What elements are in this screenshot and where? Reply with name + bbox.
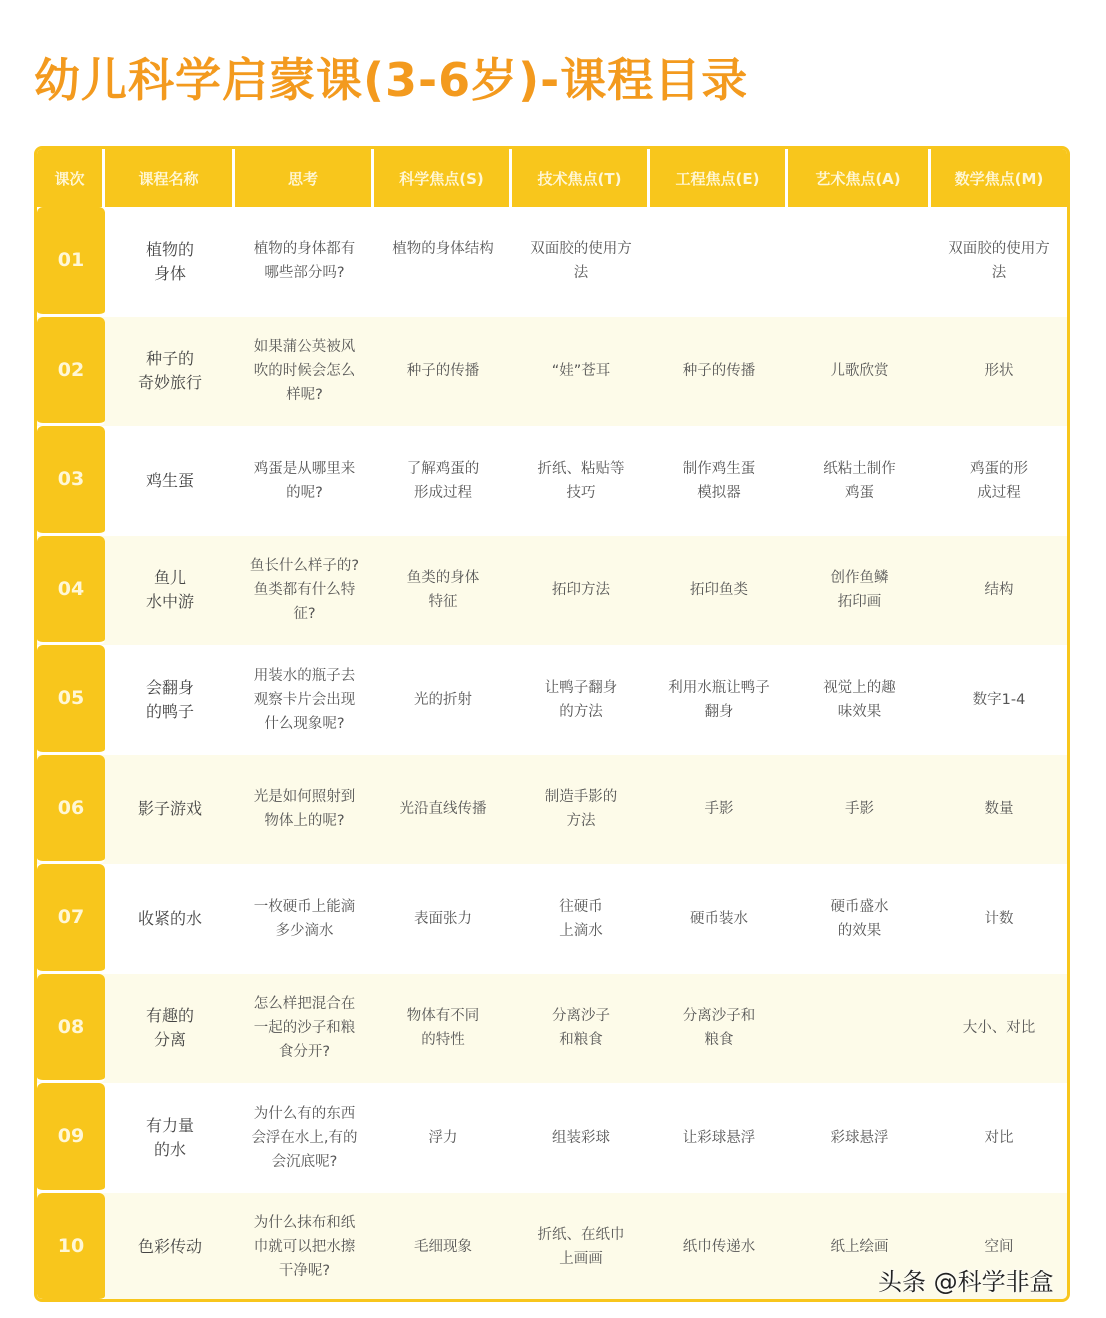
science-focus: 物体有不同 的特性 xyxy=(406,1008,480,1049)
science-focus: 植物的身体结构 xyxy=(392,241,494,257)
table-body xyxy=(37,207,1067,1302)
math-focus: 鸡蛋的形 成过程 xyxy=(970,460,1028,501)
art-focus: 纸粘土制作 鸡蛋 xyxy=(823,460,896,501)
technology-focus: 往硬币 上滴水 xyxy=(559,898,603,939)
science-focus: 种子的传播 xyxy=(406,363,480,380)
header-cell: 艺术焦点(A) xyxy=(788,149,931,207)
math-focus: 数量 xyxy=(984,801,1014,818)
header-cell: 数学焦点(M) xyxy=(954,169,1044,188)
math-focus: 大小、对比 xyxy=(962,1020,1036,1037)
table-row xyxy=(37,207,1067,317)
table-header xyxy=(37,149,1067,207)
lesson-number: 10 xyxy=(37,1193,105,1303)
technology-focus: 双面胶的使用方 法 xyxy=(530,241,632,281)
art-focus: 手影 xyxy=(845,801,874,818)
header-cell: 课次 xyxy=(37,149,105,207)
course-name: 影子游戏 xyxy=(137,799,202,819)
course-name: 鸡生蛋 xyxy=(145,470,194,490)
lesson-number: 01 xyxy=(37,207,105,317)
question: 用装水的瓶子去 观察卡片会出现 什么现象呢? xyxy=(253,667,356,732)
table-row xyxy=(37,317,1067,427)
table-row xyxy=(37,1083,1067,1193)
header-cell: 技术焦点(T) xyxy=(512,149,650,207)
question: 怎么样把混合在 一起的沙子和粮 食分开? xyxy=(253,996,356,1061)
science-focus: 毛细现象 xyxy=(414,1239,472,1256)
engineering-focus: 手影 xyxy=(704,801,734,818)
technology-focus: 折纸、在纸巾 上画画 xyxy=(537,1227,625,1268)
engineering-focus: 硬币装水 xyxy=(690,910,748,927)
math-focus: 计数 xyxy=(984,910,1014,927)
lesson-number: 07 xyxy=(37,864,105,974)
lesson-number: 02 xyxy=(37,317,105,427)
question: 植物的身体都有 哪些部分吗? xyxy=(253,241,356,281)
art-focus: 彩球悬浮 xyxy=(830,1129,889,1146)
course-name: 有趣的 分离 xyxy=(145,1006,194,1050)
lesson-number: 03 xyxy=(37,426,105,536)
table-row xyxy=(37,864,1067,974)
art-focus: 硬币盛水 的效果 xyxy=(830,898,889,939)
science-focus: 了解鸡蛋的 形成过程 xyxy=(406,460,480,501)
table-row xyxy=(37,536,1067,646)
page-title: 幼儿科学启蒙课(3-6岁)-课程目录 xyxy=(34,53,749,107)
engineering-focus: 分离沙子和 粮食 xyxy=(682,1008,756,1049)
science-focus: 浮力 xyxy=(428,1129,458,1146)
math-focus: 双面胶的使用方 法 xyxy=(948,241,1050,281)
technology-focus: 制造手影的 方法 xyxy=(544,789,618,830)
lesson-number: 06 xyxy=(37,755,105,865)
math-focus: 空间 xyxy=(984,1239,1014,1256)
course-name: 有力量 的水 xyxy=(145,1115,194,1159)
question: 为什么有的东西 会浮在水上,有的 会沉底呢? xyxy=(251,1105,358,1170)
engineering-focus: 拓印鱼类 xyxy=(690,582,748,599)
engineering-focus xyxy=(650,207,788,317)
art-focus xyxy=(788,974,931,1084)
course-table xyxy=(34,146,1070,1302)
science-focus: 光沿直线传播 xyxy=(399,801,487,818)
technology-focus: “娃”苍耳 xyxy=(551,363,611,380)
header-cell: 工程焦点(E) xyxy=(650,149,788,207)
math-focus: 数字1-4 xyxy=(972,691,1026,708)
technology-focus: 分离沙子 和粮食 xyxy=(552,1008,610,1049)
question: 鸡蛋是从哪里来 的呢? xyxy=(253,460,356,501)
table-row xyxy=(37,974,1067,1084)
question: 为什么抹布和纸 巾就可以把水擦 干净呢? xyxy=(253,1215,356,1280)
art-focus: 视觉上的趣 味效果 xyxy=(823,679,896,720)
art-focus xyxy=(788,207,931,317)
engineering-focus: 让彩球悬浮 xyxy=(682,1129,756,1146)
question: 如果蒲公英被风 吹的时候会怎么 样呢? xyxy=(253,339,356,404)
engineering-focus: 纸巾传递水 xyxy=(682,1239,756,1256)
question: 鱼长什么样子的? 鱼类都有什么特 征? xyxy=(249,558,360,623)
table-row xyxy=(37,755,1067,865)
question: 光是如何照射到 物体上的呢? xyxy=(253,789,356,830)
math-focus: 结构 xyxy=(984,582,1014,599)
science-focus: 表面张力 xyxy=(414,910,472,927)
art-focus: 创作鱼鳞 拓印画 xyxy=(830,570,889,611)
course-name: 鱼儿 水中游 xyxy=(145,568,194,612)
art-focus: 儿歌欣赏 xyxy=(830,363,889,380)
header-cell: 科学焦点(S) xyxy=(374,149,512,207)
course-name: 收紧的水 xyxy=(137,908,202,928)
lesson-number: 08 xyxy=(37,974,105,1084)
art-focus: 纸上绘画 xyxy=(830,1239,889,1256)
technology-focus: 组装彩球 xyxy=(552,1129,610,1146)
table-row xyxy=(37,426,1067,536)
math-focus: 形状 xyxy=(984,363,1014,380)
technology-focus: 让鸭子翻身 的方法 xyxy=(544,679,618,720)
science-focus: 鱼类的身体 特征 xyxy=(406,570,480,611)
science-focus: 光的折射 xyxy=(414,691,472,708)
table-row xyxy=(37,645,1067,755)
question: 一枚硬币上能滴 多少滴水 xyxy=(253,898,356,939)
header-cell: 思考 xyxy=(235,149,374,207)
watermark: 头条 @科学非盒 xyxy=(878,1268,1054,1296)
lesson-number: 09 xyxy=(37,1083,105,1193)
course-name: 植物的 身体 xyxy=(145,239,194,283)
technology-focus: 折纸、粘贴等 技巧 xyxy=(537,460,625,501)
technology-focus: 拓印方法 xyxy=(552,582,610,599)
header-cell: 课程名称 xyxy=(105,149,235,207)
engineering-focus: 制作鸡生蛋 模拟器 xyxy=(682,460,756,501)
course-name: 会翻身 的鸭子 xyxy=(145,677,194,721)
course-name: 色彩传动 xyxy=(137,1237,202,1257)
math-focus: 对比 xyxy=(984,1129,1014,1146)
engineering-focus: 利用水瓶让鸭子 翻身 xyxy=(668,679,770,720)
lesson-number: 05 xyxy=(37,645,105,755)
engineering-focus: 种子的传播 xyxy=(682,363,756,380)
lesson-number: 04 xyxy=(37,536,105,646)
course-name: 种子的 奇妙旅行 xyxy=(137,349,202,393)
